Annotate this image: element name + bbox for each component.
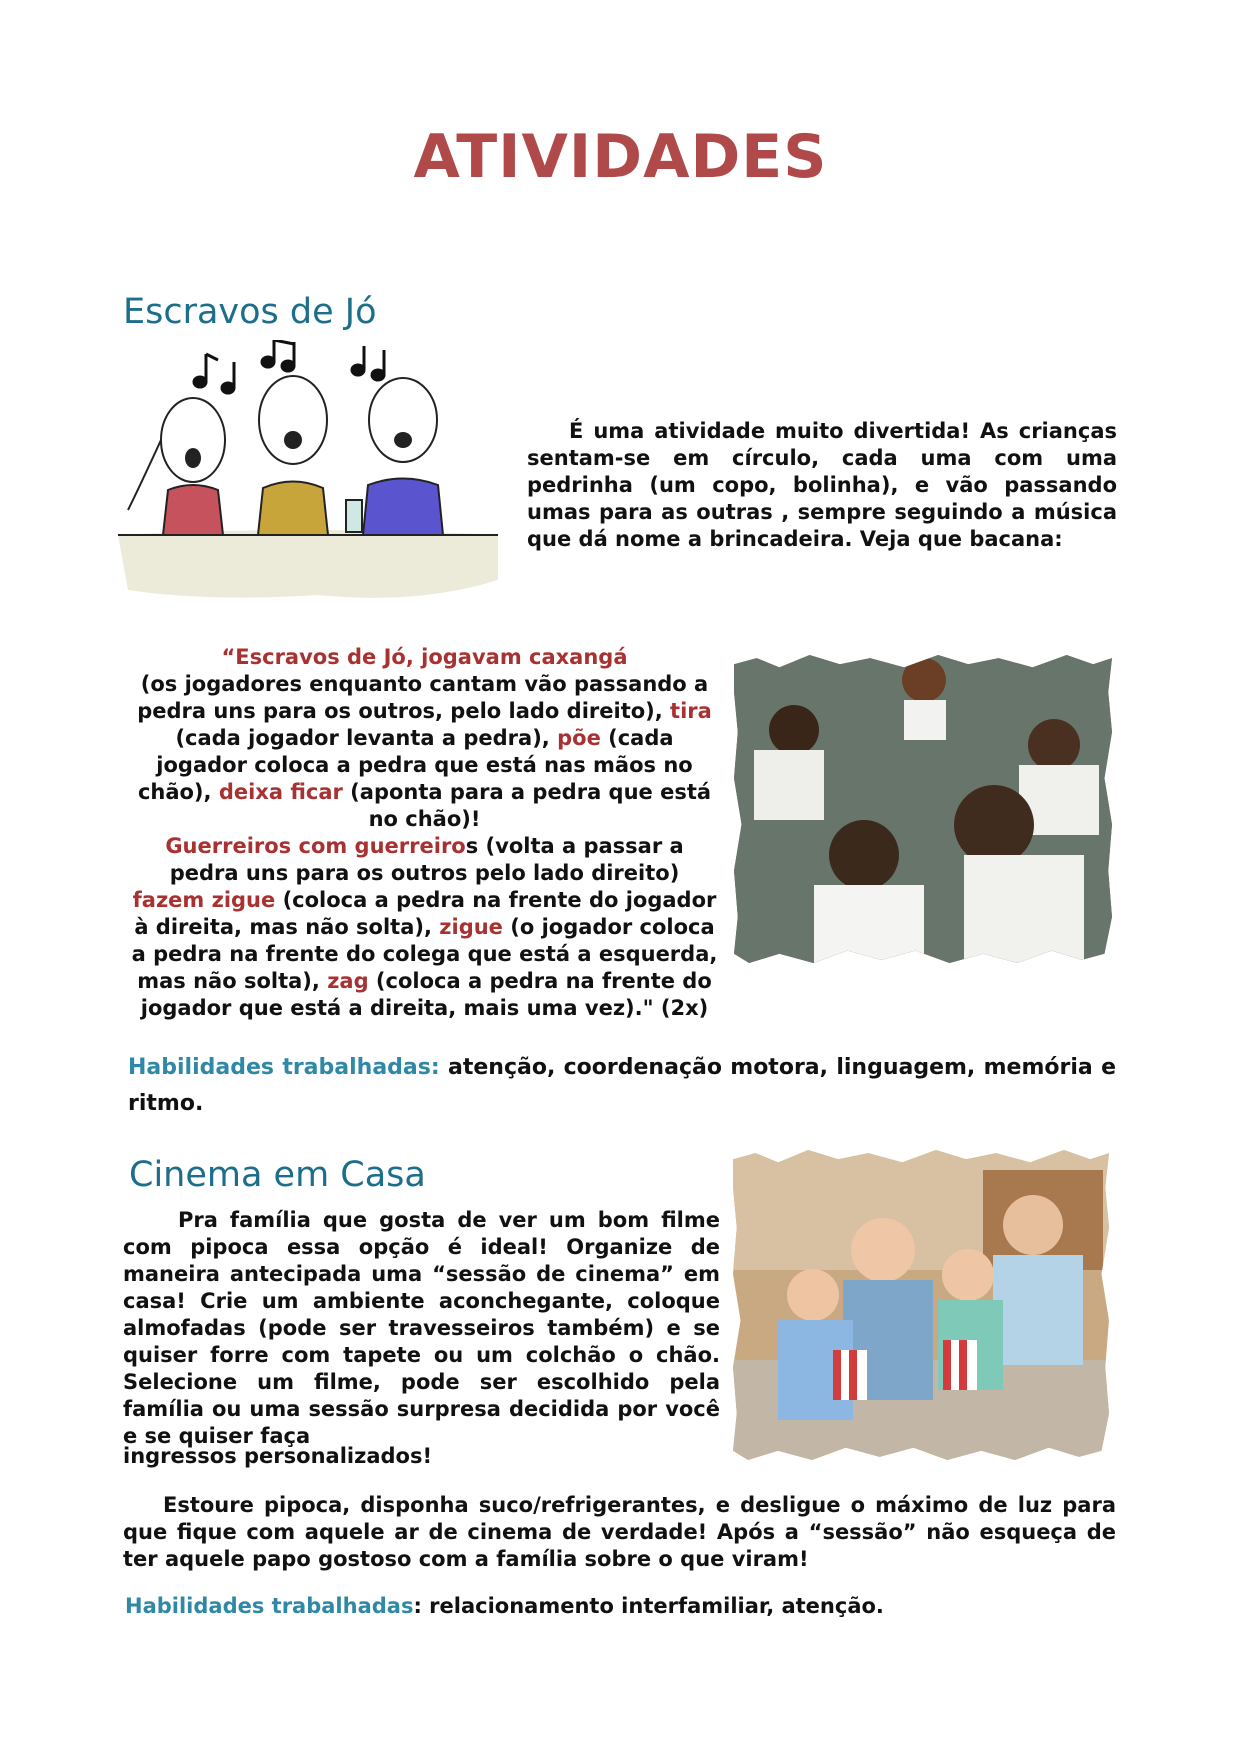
- lyric-text: (cada jogador levanta a pedra),: [175, 726, 558, 750]
- skills-text: : relacionamento interfamiliar, atenção.: [413, 1594, 884, 1618]
- lyric-text: (coloca a pedra na frente do jogador que está a direita, mais uma vez)." (2x): [140, 969, 712, 1020]
- lyric-text: (coloca a pedra na frente do jogador à direita, mas não solta),: [134, 888, 717, 939]
- cinema-paragraph-2: Estoure pipoca, disponha suco/refrigerantes, e desligue o máximo de luz para que fique com aquele ar de cinema de verdade! Após a “sessão” não esqueça de ter aquele papo gostoso com a família sobre o que viram!: [123, 1493, 1116, 1571]
- escravos-lyrics: [128, 644, 721, 1022]
- skills-label: Habilidades trabalhadas:: [128, 1055, 440, 1080]
- lyric-text: (o jogador coloca a pedra na frente do colega que está a esquerda, mas não solta),: [131, 915, 718, 993]
- lyric-highlight: deixa ficar: [218, 780, 343, 804]
- lyric-highlight: tira: [670, 699, 712, 723]
- lyric-text: s (volta a passar a pedra uns para os outros pelo lado direito): [169, 834, 684, 885]
- section-heading-escravos: Escravos de Jó: [123, 292, 377, 332]
- page-title: ATIVIDADES: [413, 122, 828, 192]
- escravos-intro-paragraph: É uma atividade muito divertida! As crianças sentam-se em círculo, cada uma com uma pedrinha (um copo, bolinha), e vão passando umas para as outras , sempre seguindo a música que dá nome a brincadeira. Veja que bacana:: [527, 419, 1117, 551]
- lyric-highlight: zag: [327, 969, 369, 993]
- singing-children-illustration: [118, 340, 498, 605]
- lyric-text: (os jogadores enquanto cantam vão passando a pedra uns para os outros, pelo lado direito),: [137, 672, 709, 723]
- skills-text: atenção, coordenação motora, linguagem, memória e ritmo.: [128, 1055, 1116, 1116]
- escravos-skills: [128, 1050, 1116, 1122]
- lyric-highlight: põe: [557, 726, 601, 750]
- lyric-text: (cada jogador coloca a pedra que está nas mãos no chão),: [137, 726, 693, 804]
- skills-label: Habilidades trabalhadas: [125, 1594, 414, 1618]
- cinema-paragraph-1-end: ingressos personalizados!: [123, 1444, 433, 1468]
- lyric-highlight: fazem zigue: [132, 888, 276, 912]
- lyric-highlight: “Escravos de Jó, jogavam caxangá: [221, 645, 628, 669]
- section-heading-cinema: Cinema em Casa: [129, 1155, 426, 1195]
- lyric-highlight: Guerreiros com guerreiro: [165, 834, 466, 858]
- cinema-skills: [125, 1593, 1115, 1620]
- children-circle-photo: [734, 655, 1112, 963]
- family-cinema-photo: [733, 1150, 1109, 1460]
- lyric-highlight: zigue: [439, 915, 503, 939]
- lyric-text: (aponta para a pedra que está no chão)!: [350, 780, 712, 831]
- cinema-paragraph-1: Pra família que gosta de ver um bom filme com pipoca essa opção é ideal! Organize de maneira antecipada uma “sessão de cinema” em casa! Crie um ambiente aconchegante, coloque almofadas (pode ser travesseiros também) e se quiser forre com tapete ou um colchão o chão. Selecione um filme, pode ser escolhido pela família ou uma sessão surpresa decidida por você e se quiser faça: [123, 1208, 720, 1448]
